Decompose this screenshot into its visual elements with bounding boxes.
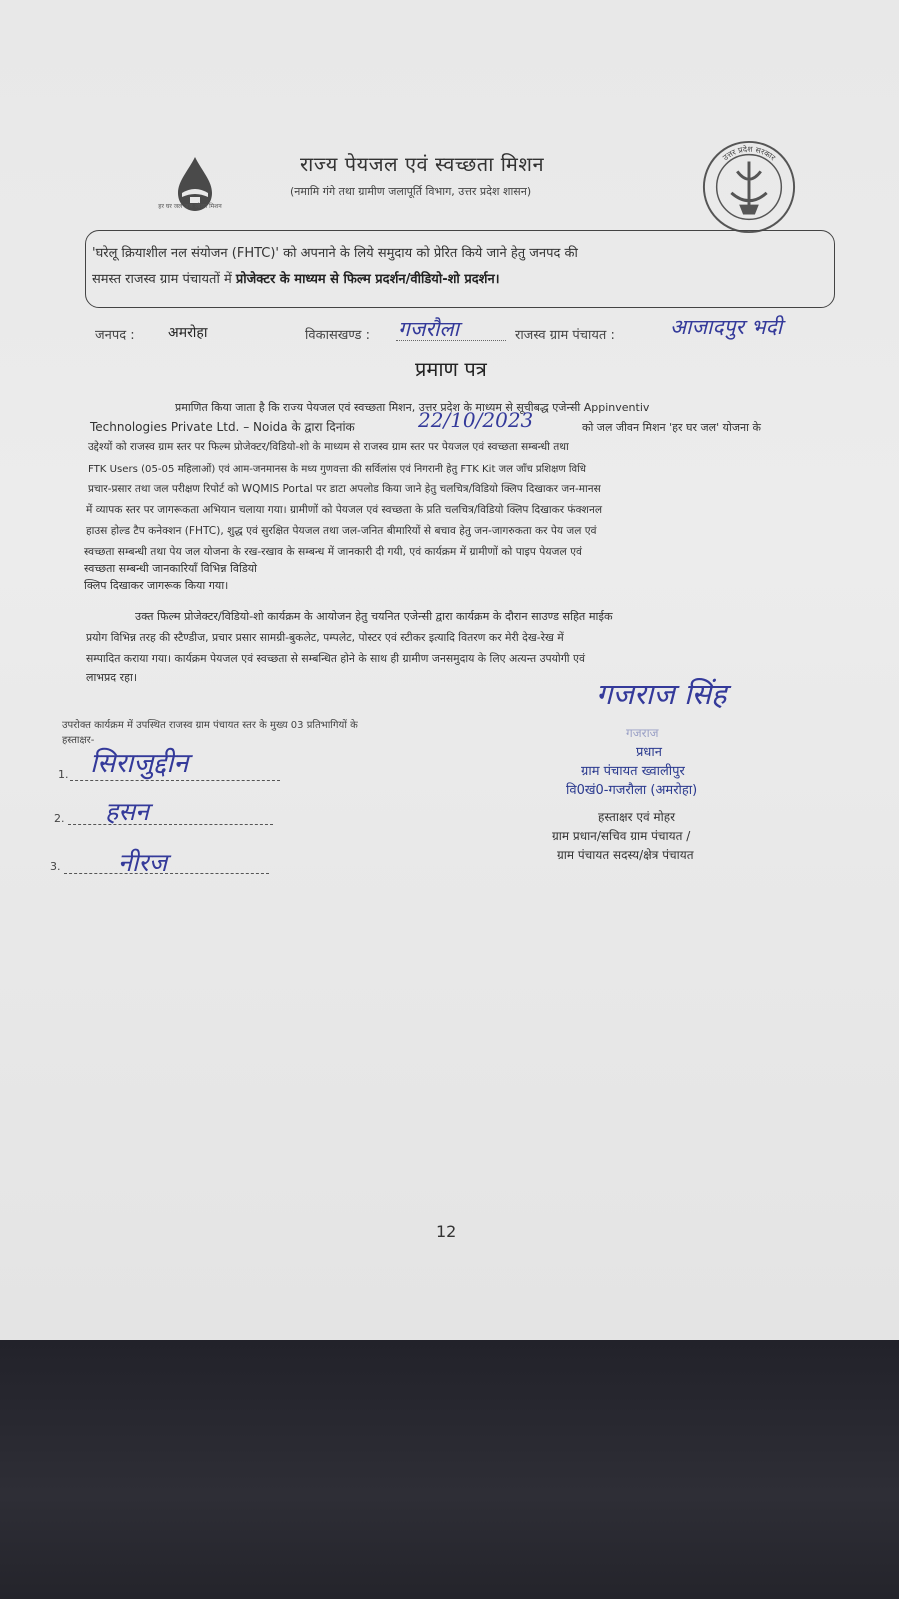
participants-intro-2: हस्ताक्षर- [62, 735, 95, 746]
para1-line-7: हाउस होल्ड टैप कनेक्शन (FHTC), शुद्ध एवं सुरक्षित पेयजल तथा जल-जनित बीमारियों से बचाव हेतु जन-जागरुकता कर पेय जल एवं [86, 525, 597, 537]
certificate-title: प्रमाण पत्र [415, 357, 487, 381]
page-number: 12 [436, 1222, 457, 1241]
har-ghar-jal-logo-icon [160, 155, 230, 235]
para1-line-9: स्वच्छता सम्बन्धी जानकारियाँ विभिन्न विडियो [84, 562, 257, 575]
participant-2-number: 2. [54, 812, 65, 825]
participant-2-line [68, 824, 273, 825]
banner-line-2-bold: प्रोजेक्टर के माध्यम से फिल्म प्रदर्शन/वीडियो-शो प्रदर्शन। [235, 272, 500, 287]
stamp-title: प्रधान [636, 745, 662, 760]
participant-3-number: 3. [50, 860, 61, 873]
para2-line-4: लाभप्रद रहा। [86, 671, 137, 684]
para1-line-2a: Technologies Private Ltd. – Noida के द्वारा दिनांक [90, 420, 355, 434]
participant-1-number: 1. [58, 768, 69, 781]
department-subtitle: (नमामि गंगे तथा ग्रामीण जलापूर्ति विभाग, उत्तर प्रदेश शासन) [290, 185, 532, 198]
dark-background [0, 1340, 899, 1599]
para1-line-8: स्वच्छता सम्बन्धी तथा पेय जल योजना के रख-रखाव के सम्बन्ध में जानकारी दी गयी, एवं कार्यक्रम में ग्रामीणों को पाइप पेयजल एवं [84, 545, 582, 558]
participant-1-line [70, 780, 280, 781]
banner-line-1: 'घरेलू क्रियाशील नल संयोजन (FHTC)' को अपनाने के लिये समुदाय को प्रेरित किये जाने हेतु जनपद की [92, 246, 578, 261]
para2-line-1: उक्त फिल्म प्रोजेक्टर/विडियो-शो कार्यक्रम के आयोजन हेतु चयनित एजेन्सी द्वारा कार्यक्रम के दौरान साउण्ड सहित माईक [135, 610, 613, 623]
panchayat-label: राजस्व ग्राम पंचायत : [515, 328, 615, 343]
seal-text: उत्तर प्रदेश सरकार [721, 144, 778, 163]
participant-3-line [64, 873, 269, 874]
participants-intro-1: उपरोक्त कार्यक्रम में उपस्थित राजस्व ग्राम पंचायत स्तर के मुख्य 03 प्रतिभागियों के [62, 720, 358, 731]
pradhan-signature: गजराज सिंह [596, 677, 727, 711]
banner-line-2 [92, 269, 500, 287]
vikaskhand-label: विकासखण्ड : [305, 328, 371, 343]
signature-seal-label: हस्ताक्षर एवं मोहर [598, 810, 676, 824]
vikaskhand-value: गजरौला [398, 317, 460, 341]
banner-line-2-plain: समस्त राजस्व ग्राम पंचायतों में [92, 272, 232, 287]
para1-line-6: में व्यापक स्तर पर जागरूकता अभियान चलाया गया। ग्रामीणों को पेयजल एवं स्वच्छता के प्रति चलचित्र/विडियो क्लिप दिखाकर फंक्शनल [86, 504, 603, 516]
para1-line-10: क्लिप दिखाकर जागरूक किया गया। [84, 579, 229, 592]
mission-title: राज्य पेयजल एवं स्वच्छता मिशन [300, 152, 545, 176]
program-banner [85, 230, 835, 308]
program-date: 22/10/2023 [418, 408, 534, 432]
para2-line-3: सम्पादित कराया गया। कार्यक्रम पेयजल एवं स्वच्छता से सम्बन्धित होने के साथ ही ग्रामीण जनसमुदाय के लिए अत्यन्त उपयोगी एवं [86, 652, 585, 665]
participant-2-signature: हसन [105, 797, 150, 826]
up-government-seal-icon [700, 138, 798, 236]
logo-caption: हर घर जल जल जीवन मिशन [158, 203, 222, 210]
janpad-value: अमरोहा [168, 325, 208, 341]
para2-line-2: प्रयोग विभिन्न तरह की स्टैण्डीज, प्रचार प्रसार सामग्री-बुकलेट, पम्पलेट, पोस्टर एवं स्टीकर इत्यादि वितरण कर मेरी देख-रेख में [86, 631, 564, 644]
stamp-name: गजराज [626, 726, 659, 740]
para1-line-1: प्रमाणित किया जाता है कि राज्य पेयजल एवं स्वच्छता मिशन, उत्तर प्रदेश के माध्यम से सूचीबद्ध एजेन्सी Appinventiv [175, 401, 650, 414]
signatory-role-1: ग्राम प्रधान/सचिव ग्राम पंचायत / [552, 829, 691, 843]
para1-line-5: प्रचार-प्रसार तथा जल परीक्षण रिपोर्ट को WQMIS Portal पर डाटा अपलोड किया जाने हेतु चलचित्र/विडियो क्लिप दिखाकर जन-मानस [88, 483, 601, 495]
participant-3-signature: नीरज [118, 848, 168, 877]
stamp-panchayat: ग्राम पंचायत ख्वालीपुर [581, 764, 685, 779]
panchayat-value: आजादपुर भदी [670, 315, 783, 339]
janpad-label: जनपद : [95, 328, 135, 343]
para1-line-4: FTK Users (05-05 महिलाओं) एवं आम-जनमानस के मध्य गुणवत्ता की सर्विलांस एवं निगरानी हेतु FTK Kit जल जाँच प्रशिक्षण विधि [88, 464, 586, 475]
participant-1-signature: सिराजुद्दीन [90, 748, 189, 779]
para1-line-3: उद्देश्यों को राजस्व ग्राम स्तर पर फिल्म प्रोजेक्टर/विडियो-शो के माध्यम से राजस्व ग्राम स्तर पर पेयजल एवं स्वच्छता सम्बन्धी तथा [88, 441, 569, 453]
vikaskhand-dotted-line [396, 340, 506, 341]
stamp-block: वि0खं0-गजरौला (अमरोहा) [566, 783, 698, 798]
para1-line-2b: को जल जीवन मिशन 'हर घर जल' योजना के [582, 421, 761, 434]
signatory-role-2: ग्राम पंचायत सदस्य/क्षेत्र पंचायत [557, 848, 694, 862]
